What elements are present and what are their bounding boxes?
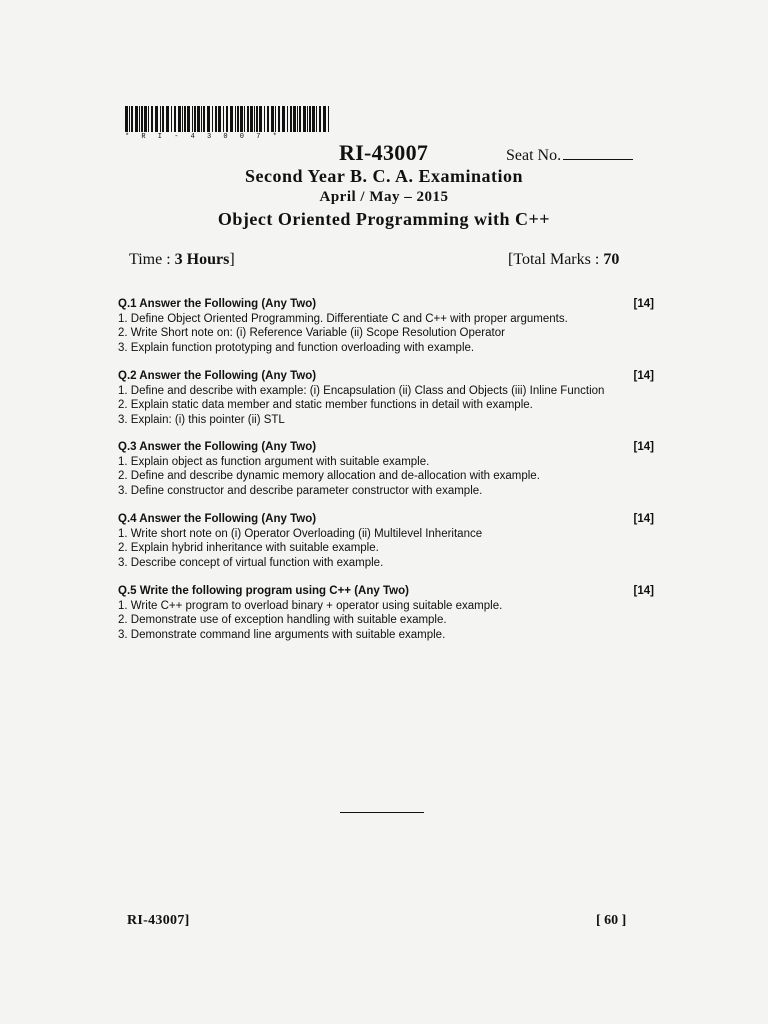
time-value: 3 Hours [174, 251, 230, 268]
question-title: Q.2 Answer the Following (Any Two) [118, 370, 317, 382]
question-item: 1. Write C++ program to overload binary + operator using suitable example. [118, 599, 503, 612]
time-allowed: Time : 3 Hours] [129, 251, 235, 268]
question-1 [118, 297, 658, 355]
question-item: 2. Define and describe dynamic memory allocation and de-allocation with example. [118, 470, 540, 483]
question-marks: [14] [633, 370, 654, 382]
page-number: [ 60 ] [596, 913, 627, 928]
question-title: Q.4 Answer the Following (Any Two) [118, 513, 317, 525]
question-item: 1. Define Object Oriented Programming. Differentiate C and C++ with proper arguments. [118, 312, 568, 325]
exam-title: Second Year B. C. A. Examination [244, 166, 524, 186]
question-marks: [14] [633, 585, 654, 597]
question-marks: [14] [633, 513, 654, 525]
question-3 [118, 440, 658, 498]
paper-code: RI-43007 [339, 140, 429, 165]
question-item: 2. Explain hybrid inheritance with suitable example. [118, 542, 379, 555]
question-title: Q.5 Write the following program using C++ (Any Two) [118, 585, 409, 597]
question-item: 1. Write short note on (i) Operator Overloading (ii) Multilevel Inheritance [118, 527, 483, 540]
question-item: 3. Demonstrate command line arguments with suitable example. [118, 628, 446, 641]
question-2 [118, 369, 658, 427]
question-item: 2. Explain static data member and static member functions in detail with example. [118, 399, 533, 412]
marks-value: 70 [603, 251, 620, 268]
question-title: Q.3 Answer the Following (Any Two) [118, 441, 317, 453]
seat-blank-line [563, 145, 633, 160]
subject-title: Object Oriented Programming with C++ [217, 209, 551, 229]
seat-number-field [506, 145, 633, 165]
question-title: Q.1 Answer the Following (Any Two) [118, 298, 317, 310]
barcode-text: * R I - 4 3 0 0 7 * [125, 133, 281, 141]
question-marks: [14] [633, 441, 654, 453]
question-5 [118, 584, 658, 642]
question-item: 2. Write Short note on: (i) Reference Variable (ii) Scope Resolution Operator [118, 327, 505, 340]
question-item: 1. Define and describe with example: (i) Encapsulation (ii) Class and Objects (iii) Inline Function [118, 384, 605, 397]
total-marks: [Total Marks : 70 [508, 251, 620, 268]
question-4 [118, 512, 658, 570]
question-marks: [14] [633, 298, 654, 310]
barcode [125, 106, 331, 140]
question-item: 3. Explain: (i) this pointer (ii) STL [118, 413, 285, 426]
seat-label: Seat No. [506, 147, 562, 164]
question-item: 3. Describe concept of virtual function with example. [118, 556, 384, 569]
end-rule [340, 812, 424, 813]
exam-session: April / May – 2015 [319, 189, 449, 205]
question-item: 1. Explain object as function argument with suitable example. [118, 455, 430, 468]
footer-code: RI-43007] [127, 913, 190, 928]
question-item: 3. Explain function prototyping and function overloading with example. [118, 341, 475, 354]
question-item: 2. Demonstrate use of exception handling with suitable example. [118, 614, 447, 627]
question-item: 3. Define constructor and describe parameter constructor with example. [118, 484, 483, 497]
